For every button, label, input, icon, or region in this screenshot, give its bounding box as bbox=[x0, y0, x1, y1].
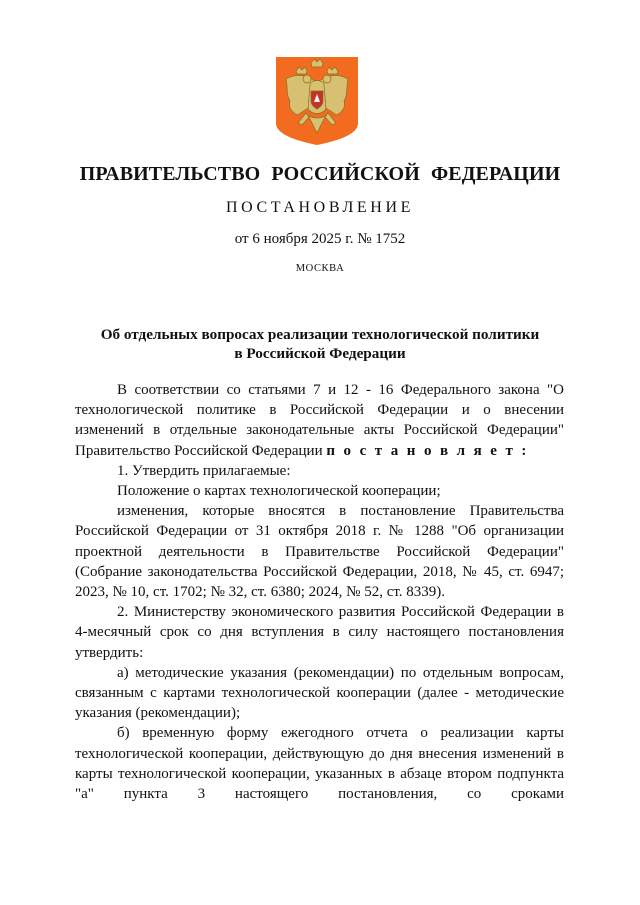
paragraph-item-1-a: Положение о картах технологической кооперации; bbox=[117, 483, 441, 500]
paragraph-item-2-a: а) методические указания (рекомендации) по отдельным вопросам, связанным с картами технологической кооперации (далее - методические указания (рекомендации); bbox=[75, 664, 564, 722]
document-city: МОСКВА bbox=[295, 263, 345, 274]
preamble-text: В соответствии со статьями 7 и 12 - 16 Федерального закона "О технологической политике в Российской Федерации и о внесении изменений в отдельные законодательные акты Российской Федерации" Правительство Российской Федерации bbox=[75, 382, 564, 459]
document-heading bbox=[0, 325, 640, 363]
document-heading-line: в Российской Федерации bbox=[234, 345, 406, 362]
preamble-paragraph bbox=[75, 380, 564, 461]
document-date-number: от 6 ноября 2025 г. № 1752 bbox=[234, 231, 406, 247]
coat-of-arms-icon bbox=[276, 57, 358, 145]
document-type: ПОСТАНОВЛЕНИЕ bbox=[226, 199, 414, 216]
paragraph-item-2-b: б) временную форму ежегодного отчета о реализации карты технологической кооперации, действующую до дня внесения изменений в карты технологической кооперации, указанных в абзаце втором подпункта "а" пункта 3 настоящего постановления, со сроками bbox=[75, 725, 564, 803]
paragraph-item-1-b: изменения, которые вносятся в постановление Правительства Российской Федерации от 31 октября 2018 г. № 1288 "Об организации проектной деятельности в Правительстве Российской Федерации" (Собрание законодательства Российской Федерации, 2018, № 45, ст. 6947; 2023, № 10, ст. 1702; № 32, ст. 6380; 2024, № 52, ст. 8339). bbox=[75, 503, 564, 601]
document-heading-line: Об отдельных вопросах реализации технологической политики bbox=[100, 326, 540, 343]
paragraph-item-1: 1. Утвердить прилагаемые: bbox=[117, 462, 291, 479]
document-body bbox=[75, 380, 564, 804]
resolves-keyword: п о с т а н о в л я е т : bbox=[326, 442, 529, 459]
organization-title: ПРАВИТЕЛЬСТВО РОССИЙСКОЙ ФЕДЕРАЦИИ bbox=[79, 163, 561, 185]
paragraph-item-2: 2. Министерству экономического развития Российской Федерации в 4-месячный срок со дня вступления в силу настоящего постановления утвердить: bbox=[75, 604, 564, 661]
